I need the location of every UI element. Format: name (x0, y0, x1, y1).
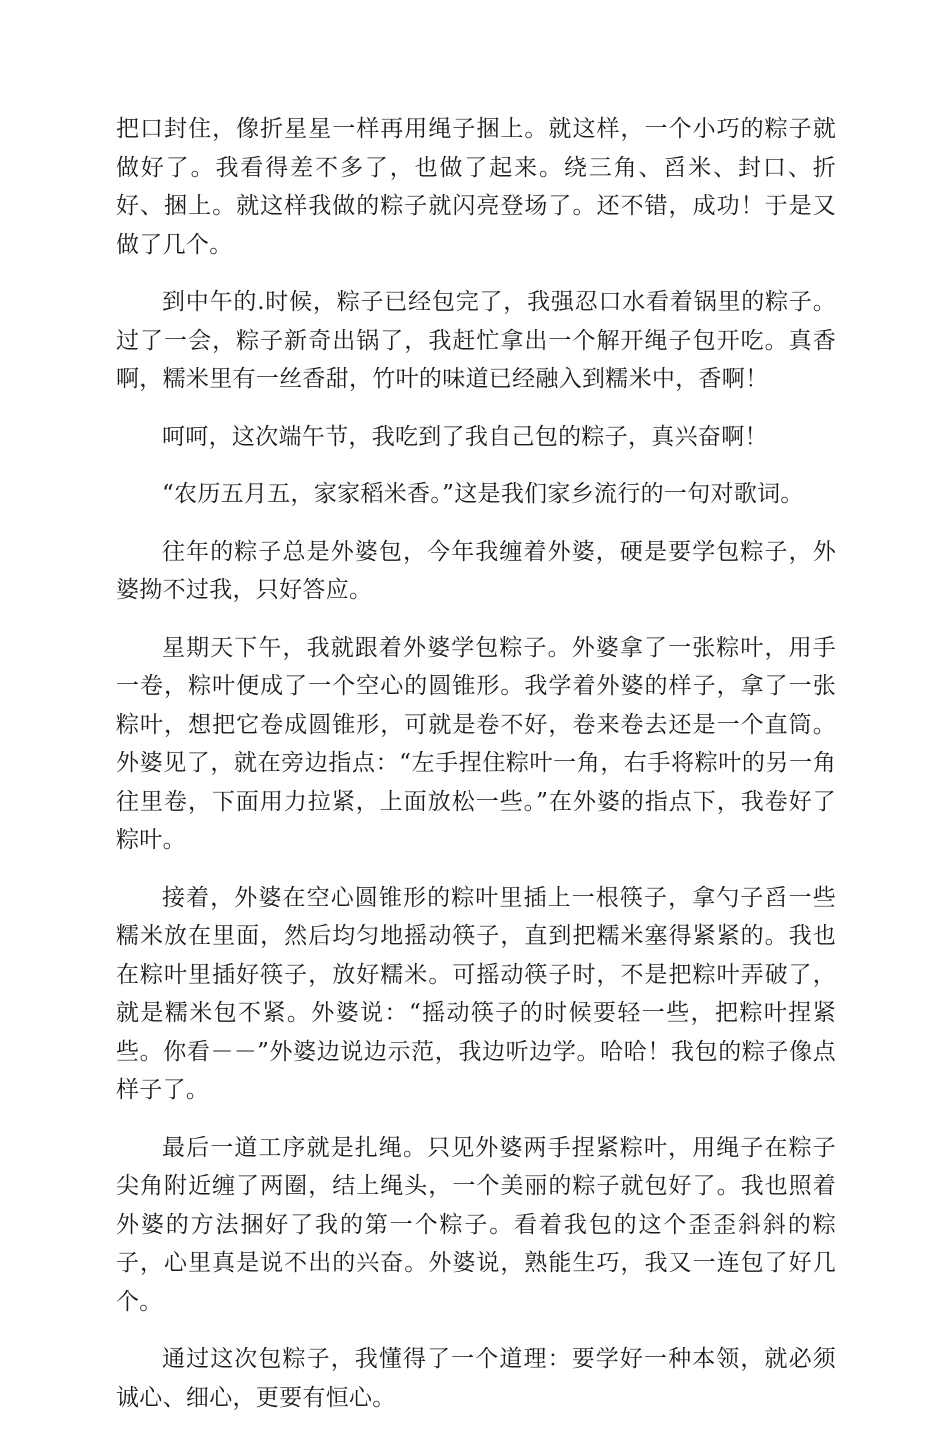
paragraph-grandma-request: 往年的粽子总是外婆包，今年我缠着外婆，硬是要学包粽子，外婆拗不过我，只好答应。 (116, 538, 836, 603)
paragraph-tying-rope: 最后一道工序就是扎绳。只见外婆两手捏紧粽叶，用绳子在粽子尖角附近缠了两圈，结上绳头，一个美丽的粽子就包好了。我也照着外婆的方法捆好了我的第一个粽子。看着我包的这个歪歪斜斜的粽子，心里真是说不出的兴奋。外婆说，熟能生巧，我又一连包了好几个。 (116, 1134, 836, 1315)
paragraph-noon: 到中午的.时候，粽子已经包完了，我强忍口水看着锅里的粽子。过了一会，粽子新奇出锅了，我赶忙拿出一个解开绳子包开吃。真香啊，糯米里有一丝香甜，竹叶的味道已经融入到糯米中，香啊！ (116, 289, 836, 392)
paragraph-folk-song: “农历五月五，家家稻米香。”这是我们家乡流行的一句对歌词。 (162, 481, 804, 507)
paragraph-chopsticks: 接着，外婆在空心圆锥形的粽叶里插上一根筷子，拿勺子舀一些糯米放在里面，然后均匀地摇动筷子，直到把糯米塞得紧紧的。我也在粽叶里插好筷子，放好糯米。可摇动筷子时，不是把粽叶弄破了，就是糯米包不紧。外婆说：“摇动筷子的时候要轻一些，把粽叶捏紧些。你看－－”外婆边说边示范，我边听边学。哈哈！我包的粽子像点样子了。 (116, 884, 836, 1103)
paragraph-lesson-learned: 通过这次包粽子，我懂得了一个道理：要学好一种本领，就必须诚心、细心，更要有恒心。 (116, 1346, 836, 1411)
paragraph-dragon-boat-festival: 呵呵，这次端午节，我吃到了我自己包的粽子，真兴奋啊！ (162, 423, 768, 450)
paragraph-continuation: 把口封住，像折星星一样再用绳子捆上。就这样，一个小巧的粽子就做好了。我看得差不多了，也做了起来。绕三角、舀米、封口、折好、捆上。就这样我做的粽子就闪亮登场了。还不错，成功！于是又做了几个。 (116, 116, 836, 258)
paragraph-sunday-lesson: 星期天下午，我就跟着外婆学包粽子。外婆拿了一张粽叶，用手一卷，粽叶便成了一个空心的圆锥形。我学着外婆的样子，拿了一张粽叶，想把它卷成圆锥形，可就是卷不好，卷来卷去还是一个直筒。外婆见了，就在旁边指点：“左手捏住粽叶一角，右手将粽叶的另一角往里卷，下面用力拉紧，上面放松一些。”在外婆的指点下，我卷好了粽叶。 (116, 634, 836, 853)
document-body (116, 110, 836, 1436)
